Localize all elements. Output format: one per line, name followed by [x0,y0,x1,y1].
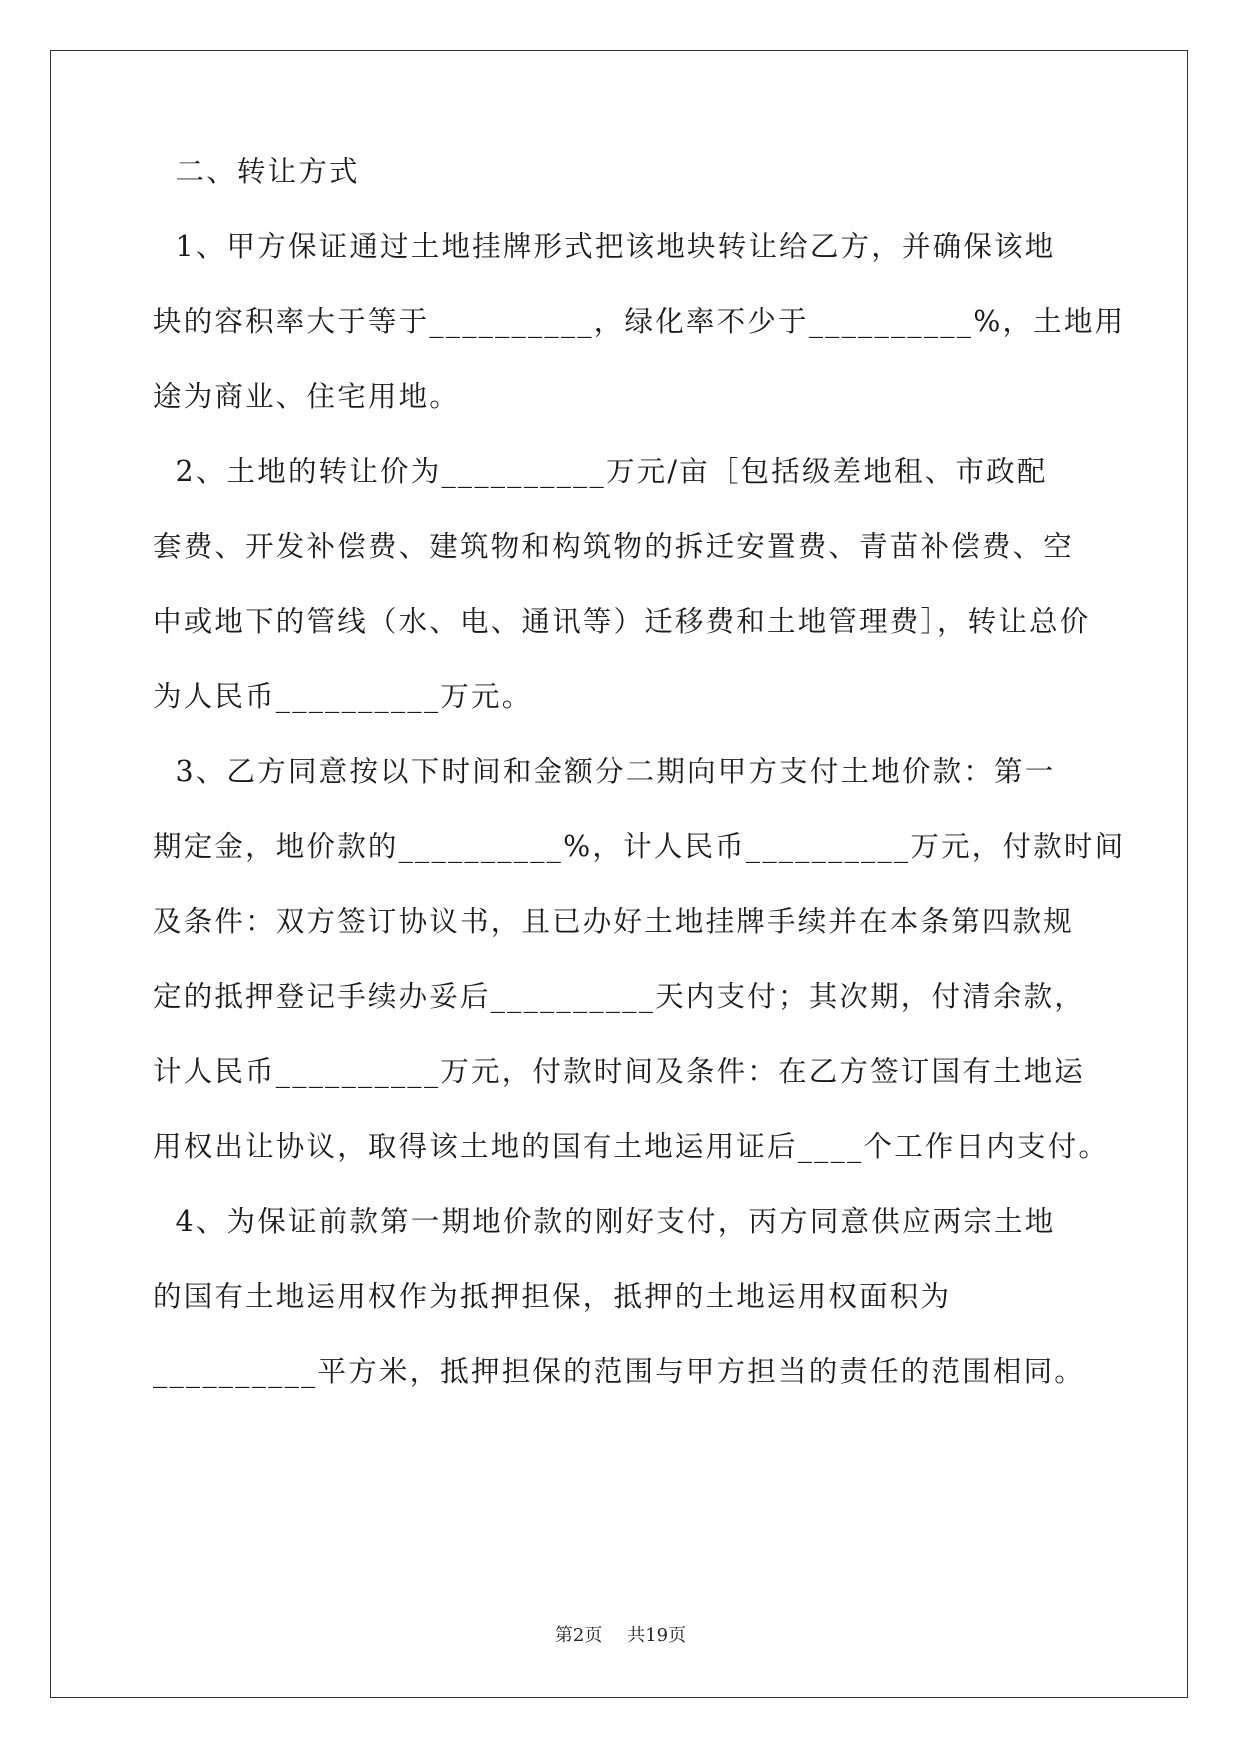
paragraph-line: 1、甲方保证通过土地挂牌形式把该地块转让给乙方，并确保该地 [153,230,1056,263]
paragraph-line: 2、土地的转让价为__________万元/亩［包括级差地租、市政配 [153,455,1048,488]
paragraph-line: 用权出让协议，取得该土地的国有土地运用证后____个工作日内支付。 [153,1130,1110,1163]
section-heading: 二、转让方式 [153,155,360,188]
paragraph-line: 中或地下的管线（水、电、通讯等）迁移费和土地管理费］，转让总价 [153,605,1091,638]
paragraph-line: 4、为保证前款第一期地价款的刚好支付，丙方同意供应两宗土地 [153,1205,1056,1238]
paragraph-line: 途为商业、住宅用地。 [153,380,461,413]
paragraph-line: 为人民币__________万元。 [153,680,533,713]
paragraph-line: 的国有土地运用权作为抵押担保，抵押的土地运用权面积为 [153,1280,952,1313]
paragraph-line: 3、乙方同意按以下时间和金额分二期向甲方支付土地价款：第一 [153,755,1056,788]
paragraph-line: __________平方米，抵押担保的范围与甲方担当的责任的范围相同。 [153,1355,1086,1388]
paragraph-line: 计人民币__________万元，付款时间及条件：在乙方签订国有土地运 [153,1055,1086,1088]
paragraph-line: 块的容积率大于等于__________，绿化率不少于__________%，土地用 [153,305,1126,338]
page-footer [0,1624,1241,1648]
paragraph-line: 套费、开发补偿费、建筑物和构筑物的拆迁安置费、青苗补偿费、空 [153,530,1075,563]
page-total: 共19页 [627,1625,687,1646]
paragraph-line: 期定金，地价款的__________%，计人民币__________万元，付款时间 [153,830,1126,863]
paragraph-line: 定的抵押登记手续办妥后__________天内支付；其次期，付清余款， [153,980,1086,1013]
page-border [50,50,1188,1698]
paragraph-line: 及条件：双方签订协议书，且已办好土地挂牌手续并在本条第四款规 [153,905,1075,938]
page-number: 第2页 [554,1625,603,1646]
